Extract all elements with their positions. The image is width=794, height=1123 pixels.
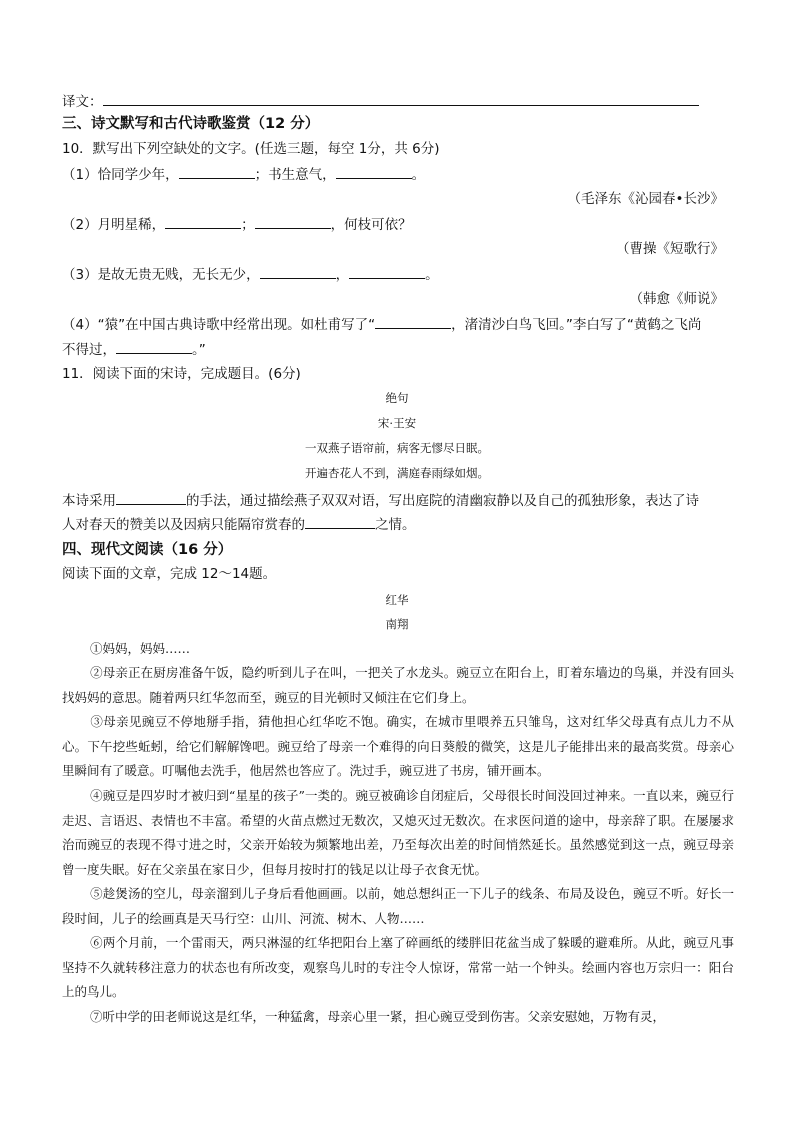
section-3-title: 三、诗文默写和古代诗歌鉴赏（12 分）	[62, 116, 320, 132]
section-4-title: 四、现代文阅读（16 分）	[62, 542, 233, 558]
q10-item-3-text-b: ，	[335, 267, 350, 283]
paragraph-1-text: ①妈妈，妈妈……	[90, 641, 191, 656]
article-paragraph-7	[62, 1005, 734, 1030]
translation-blank[interactable]	[103, 91, 699, 106]
q11-blank-2[interactable]	[305, 514, 375, 529]
q11-blank-1[interactable]	[116, 490, 186, 505]
q10-item-4-text-d: 。”	[192, 342, 206, 358]
translation-label: 译文：	[62, 94, 103, 110]
q10-item-1-blank-1[interactable]	[179, 164, 255, 179]
article-paragraph-5	[62, 882, 734, 931]
poem-title: 绝句	[385, 391, 409, 405]
q10-item-1-text-c: 。	[411, 167, 426, 183]
article-paragraph-6	[62, 931, 734, 1005]
q11-answer-text-c: 人对春天的赞美以及因病只能隔帘赏春的	[62, 517, 305, 533]
q10-item-1	[62, 164, 425, 185]
paragraph-3-text: ③母亲见豌豆不停地掰手指，猜他担心红华吃不饱。确实，在城市里喂养五只雏鸟，这对红华父母真有点儿力不从心。下午挖些蚯蚓，给它们解解馋吧。豌豆给了母亲一个难得的向日葵般的微笑，这是儿子能排出来的最高奖赏。母亲心里瞬间有了暖意。叮嘱他去洗手，他居然也答应了。洗过手，豌豆进了书房，铺开画本。	[62, 714, 734, 778]
q10-item-4-text-b: ，渚清沙白鸟飞回。”李白写了“黄鹤之飞尚	[451, 317, 702, 333]
q11-answer-line-1	[62, 490, 699, 511]
article-paragraph-2	[62, 661, 734, 710]
q10-item-1-blank-2[interactable]	[336, 164, 412, 179]
q10-item-4-line-2	[62, 339, 206, 360]
paragraph-7-text: ⑦听中学的田老师说这是红华，一种猛禽，母亲心里一紧，担心豌豆受到伤害。父亲安慰她，万物有灵，	[90, 1009, 666, 1024]
paragraph-2-text: ②母亲正在厨房准备午饭，隐约听到儿子在叫，一把关了水龙头。豌豆立在阳台上，盯着东墙边的鸟巢，并没有回头找妈妈的意思。随着两只红华忽而至，豌豆的目光顿时又倾注在它们身上。	[62, 665, 734, 705]
paragraph-6-text: ⑥两个月前，一个雷雨天，两只淋湿的红华把阳台上塞了碎画纸的缕胖旧花盆当成了躲暖的避难所。从此，豌豆凡事坚持不久就转移注意力的状态也有所改变，观察鸟儿时的专注令人惊讶，常常一站一个钟头。绘画内容也万宗归一：阳台上的鸟儿。	[62, 935, 734, 999]
q11-answer-line-2	[62, 514, 416, 535]
q10-item-3-blank-2[interactable]	[349, 264, 425, 279]
poem-line-2: 开遍杏花人不到，满庭春雨绿如烟。	[305, 466, 489, 480]
q10-item-1-source: （毛泽东《沁园春•长沙》	[567, 191, 724, 207]
q10-item-4-blank-2[interactable]	[116, 339, 192, 354]
q10-item-3-source: （韩愈《师说》	[629, 291, 724, 307]
q11-answer-text-d: 之情。	[375, 517, 416, 533]
q10-item-3-blank-1[interactable]	[260, 264, 336, 279]
reading-prompt: 阅读下面的文章，完成 12～14题。	[62, 566, 277, 582]
q10-item-3-text-a: （3）是故无贵无贱，无长无少，	[62, 267, 260, 283]
q10-item-1-text-b: ；书生意气，	[254, 167, 336, 183]
q11-prompt: 11．阅读下面的宋诗，完成题目。(6分)	[62, 366, 301, 382]
q10-item-2-text-c: ，何枝可依？	[330, 217, 412, 233]
q10-item-4-text-c: 不得过，	[62, 342, 116, 358]
q11-answer-text-a: 本诗采用	[62, 493, 116, 509]
q10-item-4-text-a: （4）“猿”在中国古典诗歌中经常出现。如杜甫写了“	[62, 317, 376, 333]
q10-item-2-text-b: ；	[241, 217, 255, 233]
q10-item-2-text-a: （2）月明星稀，	[62, 217, 166, 233]
q10-item-2	[62, 214, 412, 235]
q10-item-3-text-c: 。	[425, 267, 439, 283]
article-author: 南翔	[385, 617, 409, 631]
poem-author: 宋·王安	[377, 416, 417, 430]
q10-item-2-blank-1[interactable]	[165, 214, 241, 229]
article-paragraph-4	[62, 784, 734, 882]
q10-item-2-blank-2[interactable]	[255, 214, 331, 229]
q10-prompt: 10．默写出下列空缺处的文字。(任选三题，每空 1分，共 6分)	[62, 141, 440, 157]
q10-item-3	[62, 264, 439, 285]
q10-item-1-text-a: （1）恰同学少年，	[62, 167, 179, 183]
q11-answer-text-b: 的手法，通过描绘燕子双双对语，写出庭院的清幽寂静以及自己的孤独形象，表达了诗	[186, 493, 699, 509]
article-paragraph-3	[62, 710, 734, 784]
paragraph-4-text: ④豌豆是四岁时才被归到“星星的孩子”一类的。豌豆被确诊自闭症后，父母很长时间没回过神来。一直以来，豌豆行走迟、言语迟、表情也不丰富。希望的火苗点燃过无数次，又熄灭过无数次。在求医问道的途中，母亲辞了职。在屡屡求治而豌豆的表现不得寸进之时，父亲开始较为频繁地出差，乃至每次出差的时间悄然延长。虽然感觉到这一点，豌豆母亲曾一度失眠。好在父亲虽在家日少，但每月按时打的钱足以让母子衣食无忧。	[62, 788, 734, 877]
q10-item-4-line-1	[62, 314, 701, 335]
article-title: 红华	[385, 593, 409, 607]
q10-item-4-blank-1[interactable]	[375, 314, 451, 329]
poem-line-1: 一双燕子语帘前，病客无憀尽日眠。	[305, 441, 489, 455]
q10-item-2-source: （曹操《短歌行》	[616, 241, 724, 257]
article-paragraph-1	[62, 637, 734, 662]
translation-line	[62, 91, 699, 112]
paragraph-5-text: ⑤趁煲汤的空儿，母亲溜到儿子身后看他画画。以前，她总想纠正一下儿子的线条、布局及设色，豌豆不听。好长一段时间，儿子的绘画真是天马行空：山川、河流、树木、人物……	[62, 886, 734, 926]
